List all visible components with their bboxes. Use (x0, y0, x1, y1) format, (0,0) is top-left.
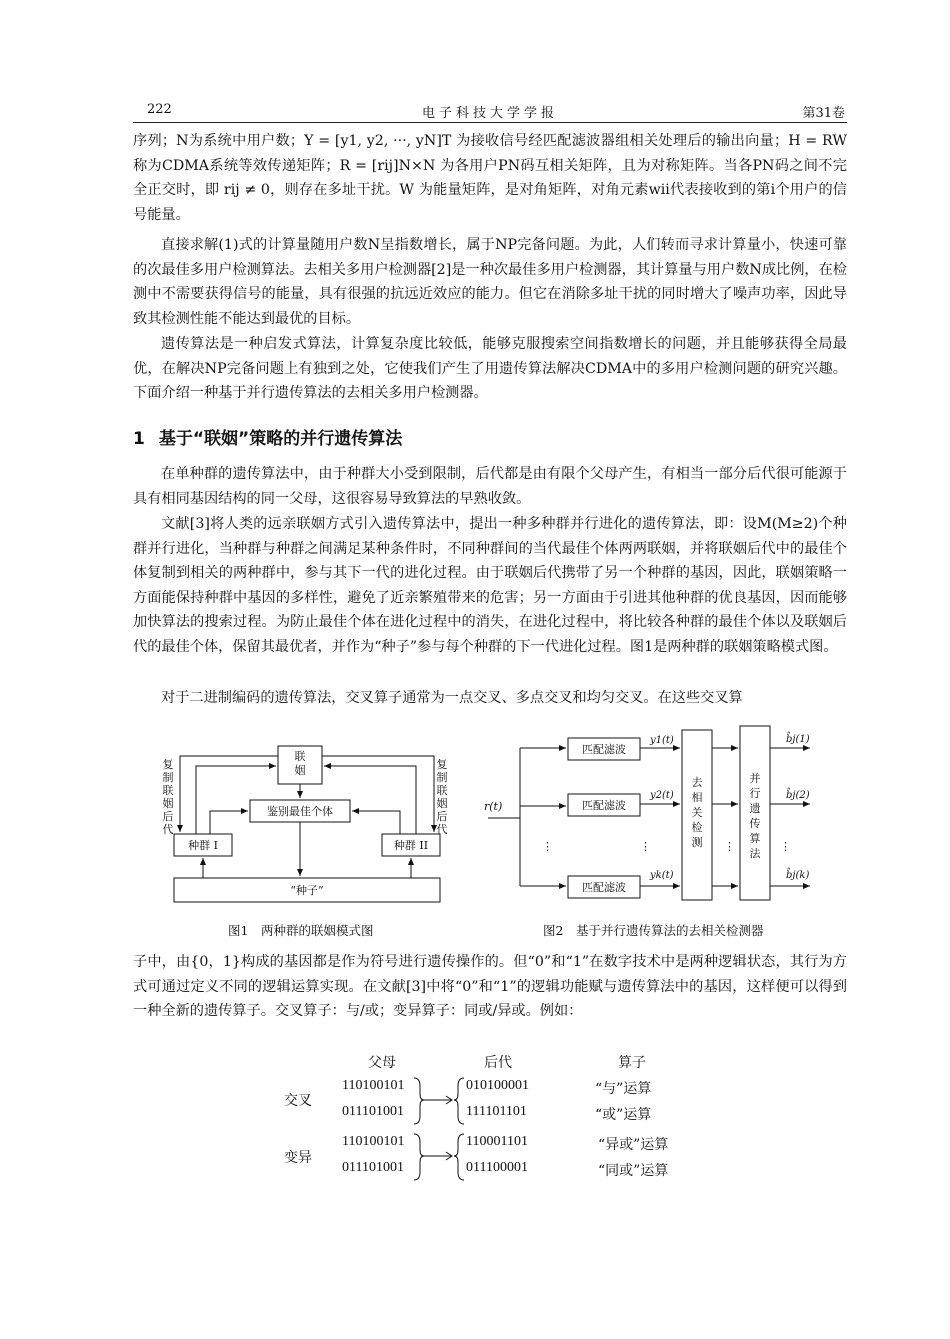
decorrelation-label: 去相关检测 (691, 776, 703, 849)
filter-label-k: 匹配滤波 (582, 881, 626, 894)
filter-label-1: 匹配滤波 (582, 743, 626, 756)
select-best-label: 鉴别最佳个体 (267, 805, 333, 818)
right-side-label: 复制联姻后代 (436, 758, 448, 836)
ellipsis-2: ⋮ (640, 840, 651, 853)
marriage-label-2: 姻 (294, 764, 306, 777)
output-y1: y1(t) (650, 735, 674, 746)
mutation-op-xor: “异或”运算 (598, 1137, 669, 1153)
example-brackets (410, 1076, 470, 1186)
input-signal-label: r(t) (484, 800, 503, 813)
crossover-label: 交叉 (284, 1093, 312, 1109)
result-2: b̂j(2) (786, 790, 810, 801)
running-header (133, 100, 847, 123)
population-2-label: 种群 II (393, 839, 429, 852)
section-title: 基于“联姻”策略的并行遗传算法 (158, 429, 403, 449)
mutation-op-xnor: “同或”运算 (598, 1163, 669, 1179)
section-heading (133, 424, 402, 449)
ellipsis-4: ⋮ (780, 840, 791, 853)
figure-2-decorrelating-detector (480, 726, 840, 906)
col-offspring: 后代 (484, 1055, 512, 1071)
output-y2: y2(t) (650, 790, 674, 801)
left-side-label: 复制联姻后代 (162, 758, 174, 836)
crossover-parent-2: 011101001 (342, 1104, 404, 1119)
figure-1-marriage-diagram (160, 738, 448, 908)
ellipsis-1: ⋮ (542, 840, 553, 853)
crossover-op-or: “或”运算 (595, 1107, 652, 1123)
paragraph-definitions: 序列；N为系统中用户数；Y = [y1, y2, ···, yN]T 为接收信号经匹配滤波器组相关处理后的输出向量；H = RW 称为CDMA系统等效传递矩阵；R = [rij]N×N 为各用户PN码互相关矩阵，且为对称矩阵。当各PN码之间不完全正交时，即 rij ≠ 0，则存在多址干扰。W 为能量矩阵，是对角矩阵，对角元素wii代表接收到的第i个用户的信号能量。 (133, 133, 847, 223)
mutation-label: 变异 (284, 1150, 312, 1166)
volume: 第31卷 (802, 106, 845, 121)
result-1: b̂j(1) (786, 734, 810, 745)
journal-name: 电子科技大学学报 (421, 106, 558, 121)
section-number: 1 (133, 429, 145, 449)
page-number: 222 (147, 102, 172, 117)
marriage-label-1: 联 (294, 750, 306, 763)
figure-2-caption: 图2 基于并行遗传算法的去相关检测器 (543, 923, 764, 938)
seed-label: “种子” (290, 884, 324, 897)
crossover-parent-1: 110100101 (342, 1078, 405, 1093)
mutation-parent-2: 011101001 (342, 1160, 404, 1175)
paragraph-crossover-intro: 对于二进制编码的遗传算法，交叉算子通常为一点交叉、多点交叉和均匀交叉。在这些交叉算 (161, 690, 743, 706)
filter-label-2: 匹配滤波 (582, 799, 626, 812)
parallel-ga-label: 并行遗传算法 (749, 772, 761, 860)
ellipsis-3: ⋮ (724, 840, 735, 853)
paragraph-logic-operators: 子中，由{0，1}构成的基因都是作为符号进行遗传操作的。但“0”和“1”在数字技术中是两种逻辑状态，其行为方式可通过定义不同的逻辑运算实现。在文献[3]中将“0”和“1”的逻辑功能赋与遗传算法中的基因，这样便可以得到一种全新的遗传算子。交叉算子：与/或；变异算子：同或/异或。例如： (133, 954, 847, 1019)
paragraph-single-population: 在单种群的遗传算法中，由于种群大小受到限制，后代都是由有限个父母产生，有相当一部分后代很可能源于具有相同基因结构的同一父母，这很容易导致算法的早熟收敛。 (133, 466, 847, 507)
figure-1-caption: 图1 两种群的联姻模式图 (228, 923, 374, 938)
paragraph-ga-intro: 遗传算法是一种启发式算法，计算复杂度比较低，能够克服搜索空间指数增长的问题，并且能够获得全局最优，在解决NP完备问题上有独到之处，它使我们产生了用遗传算法解决CDMA中的多用户检测问题的研究兴趣。下面介绍一种基于并行遗传算法的去相关多用户检测器。 (133, 336, 847, 401)
population-1-label: 种群 I (188, 839, 218, 852)
crossover-op-and: “与”运算 (595, 1081, 652, 1097)
crossover-offspring-2: 111101101 (466, 1104, 527, 1119)
col-operator: 算子 (618, 1055, 646, 1071)
mutation-parent-1: 110100101 (342, 1134, 405, 1149)
paragraph-np-complete: 直接求解(1)式的计算量随用户数N呈指数增长，属于NP完备问题。为此，人们转而寻求计算量小，快速可靠的次最佳多用户检测算法。去相关多用户检测器[2]是一种次最佳多用户检测器，其计算量与用户数N成比例，在检测中不需要获得信号的能量，具有很强的抗远近效应的能力。但它在消除多址干扰的同时增大了噪声功率，因此导致其检测性能不能达到最优的目标。 (133, 237, 847, 327)
output-yk: yk(t) (650, 870, 674, 881)
paragraph-marriage-strategy: 文献[3]将人类的远亲联姻方式引入遗传算法中，提出一种多种群并行进化的遗传算法，即：设M(M≥2)个种群并行进化，当种群与种群之间满足某种条件时，不同种群间的当代最佳个体两两联姻，并将联姻后代中的最佳个体复制到相关的两种群中，参与其下一代的进化过程。由于联姻后代携带了另一个种群的基因，因此，联姻策略一方面能保持种群中基因的多样性，避免了近亲繁殖带来的危害；另一方面由于引进其他种群的优良基因，因而能够加快算法的搜索过程。为防止最佳个体在进化过程中的消失，在进化过程中，将比较各种群的最佳个体以及联姻后代的最佳个体，保留其最优者，并作为“种子”参与每个种群的下一代进化过程。图1是两种群的联姻策略模式图。 (133, 516, 847, 655)
result-k: b̂j(k) (786, 870, 810, 881)
mutation-offspring-1: 110001101 (466, 1134, 528, 1149)
mutation-offspring-2: 011100001 (466, 1160, 528, 1175)
crossover-offspring-1: 010100001 (466, 1078, 529, 1093)
col-parents: 父母 (368, 1055, 396, 1071)
